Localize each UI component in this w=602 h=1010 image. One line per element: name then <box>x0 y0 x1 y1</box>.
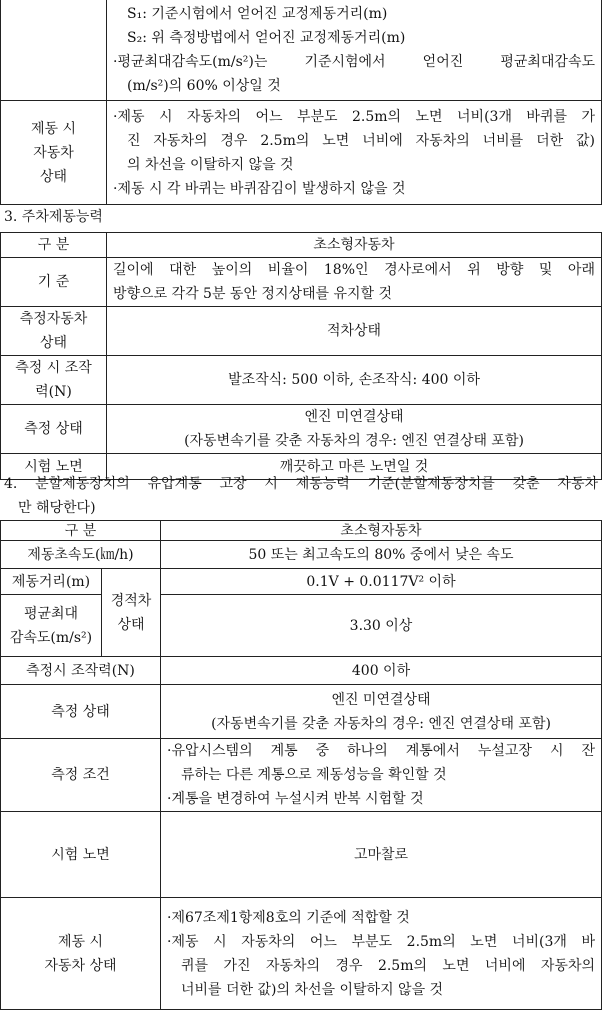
operating-force-value: 400 이하 <box>161 657 602 685</box>
text-line: 너비를 더한 값)의 차선을 이탈하지 않을 것 <box>181 981 444 998</box>
formula-cell <box>107 0 602 101</box>
text-line: 의 차선을 이탈하지 않을 것 <box>127 156 294 173</box>
text-line: ·제동 시 자동차의 어느 부분도 2.5m의 노면 너비(3개 바 <box>167 933 595 950</box>
label-line: 력(N) <box>35 384 72 400</box>
criteria-label: 기 준 <box>1 258 107 307</box>
text-line: ·제동 시 각 바퀴는 바퀴잠김이 발생하지 않을 것 <box>113 180 406 197</box>
label-line: 자동차 상태 <box>44 957 117 974</box>
text-line: (자동변속기를 갖춘 자동차의 경우: 엔진 연결상태 포함) <box>184 433 524 449</box>
text-line: 진 자동차의 경우 2.5m의 노면 너비에 자동차의 너비를 더한 값) <box>127 132 595 149</box>
measure-state-value <box>161 685 602 739</box>
header-vehicle-type: 초소형자동차 <box>107 233 602 258</box>
text-line: 엔진 미연결상태 <box>331 691 431 708</box>
label-line: 측정 시 조작 <box>15 360 92 376</box>
operating-force-label <box>1 356 107 405</box>
test-road-label: 시험 노면 <box>1 812 161 898</box>
vehicle-condition-label <box>1 307 107 356</box>
label-line: 측정자동차 <box>19 311 88 327</box>
text-line: ·계통을 변경하여 누설시켜 반복 시험할 것 <box>167 791 424 807</box>
braking-vehicle-state-label <box>1 898 161 1010</box>
text-line: ·유압시스템의 계통 중 하나의 계통에서 누설고장 시 잔 <box>167 743 595 759</box>
blank-label-cell <box>1 0 107 101</box>
text-line: 엔진 미연결상태 <box>304 409 404 425</box>
text-line: 퀴를 가진 자동차의 경우 2.5m의 노면 너비에 자동차의 <box>181 957 595 974</box>
measure-state-value <box>107 405 602 454</box>
parking-brake-table <box>0 232 602 480</box>
top-table <box>0 0 602 205</box>
operating-force-label: 측정시 조작력(N) <box>1 657 161 685</box>
s2-line: S₂: 위 측정방법에서 얻어진 교정제동거리(m) <box>127 29 406 46</box>
initial-speed-label: 제동초속도(㎞/h) <box>1 541 161 569</box>
label-line: 감속도(m/s²) <box>9 629 93 646</box>
section-3-title: 3. 주차제동능력 <box>4 209 103 225</box>
braking-vehicle-state-value <box>161 898 602 1010</box>
measure-condition-label: 측정 조건 <box>1 739 161 812</box>
title-line: 만 해당한다) <box>18 500 96 516</box>
header-vehicle-type: 초소형자동차 <box>161 521 602 541</box>
text-line: 방향으로 각각 5분 동안 정지상태를 유지할 것 <box>113 286 393 302</box>
measure-state-label: 측정 상태 <box>1 685 161 739</box>
text-line: 길이에 대한 높이의 비율이 18%인 경사로에서 위 방향 및 아래 <box>113 262 595 278</box>
split-brake-table <box>0 520 602 1010</box>
label-line: 상태 <box>39 168 68 185</box>
initial-speed-value: 50 또는 최고속도의 80% 중에서 낮은 속도 <box>161 541 602 569</box>
vehicle-condition-value: 적차상태 <box>107 307 602 356</box>
text-line: (자동변속기를 갖춘 자동차의 경우: 엔진 연결상태 포함) <box>211 715 551 732</box>
text-line: ·제동 시 자동차의 어느 부분도 2.5m의 노면 너비(3개 바퀴를 가 <box>113 108 595 125</box>
label-line: 평균최대 <box>23 605 79 622</box>
test-road-value: 깨끗하고 마른 노면일 것 <box>107 454 602 480</box>
label-line: 제동 시 <box>57 933 104 950</box>
label-line: 상태 <box>39 335 68 351</box>
section-4-title <box>4 472 598 520</box>
mfdd-label <box>1 595 102 657</box>
title-line: 4. 분할제동장치의 유압계통 고장 시 제동능력 기준(분할제동장치를 갖춘 자동차 <box>4 476 598 492</box>
measure-state-label: 측정 상태 <box>1 405 107 454</box>
stopping-distance-value: 0.1V + 0.0117V² 이하 <box>161 569 602 595</box>
vehicle-state-value <box>107 101 602 205</box>
measure-condition-value <box>161 739 602 812</box>
label-line: 제동 시 <box>30 120 77 137</box>
test-road-value: 고마찰로 <box>161 812 602 898</box>
header-category: 구 분 <box>1 233 107 258</box>
s1-line: S₁: 기준시험에서 얻어진 교정제동거리(m) <box>127 5 388 22</box>
mfdd-line-2: (m/s²)의 60% 이상일 것 <box>127 77 281 94</box>
stopping-distance-label: 제동거리(m) <box>1 569 102 595</box>
text-line: ·제67조제1항제8호의 기준에 적합할 것 <box>167 909 410 926</box>
load-state-label <box>102 569 161 657</box>
text-line: 류하는 다른 계통으로 제동성능을 확인할 것 <box>181 767 447 783</box>
label-line: 경적차 <box>110 592 152 609</box>
criteria-value <box>107 258 602 307</box>
operating-force-value: 발조작식: 500 이하, 손조작식: 400 이하 <box>107 356 602 405</box>
vehicle-state-label <box>1 101 107 205</box>
mfdd-value: 3.30 이상 <box>161 595 602 657</box>
label-line: 상태 <box>117 616 145 633</box>
label-line: 자동차 <box>33 144 74 161</box>
mfdd-line-1: ·평균최대감속도(m/s²)는 기준시험에서 얻어진 평균최대감속도 <box>113 53 595 70</box>
header-category: 구 분 <box>1 521 161 541</box>
test-road-label: 시험 노면 <box>1 454 107 480</box>
